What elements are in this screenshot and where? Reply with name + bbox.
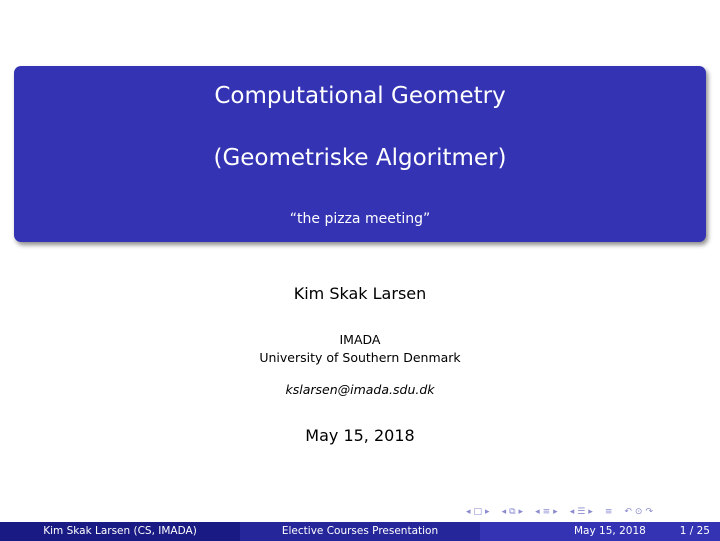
frame-prev-icon[interactable]: ◂: [466, 507, 471, 517]
footer-title: Elective Courses Presentation: [240, 522, 480, 541]
redo-icon[interactable]: ↷: [645, 507, 654, 517]
subtitle: “the pizza meeting”: [289, 211, 431, 227]
search-icon[interactable]: ⊙: [634, 507, 643, 517]
institute-name: IMADA: [339, 332, 381, 347]
footer-date: May 15, 2018: [574, 525, 646, 537]
author: Kim Skak Larsen: [293, 284, 427, 303]
document-next-icon[interactable]: ▸: [588, 507, 593, 517]
subsection-icon[interactable]: ⧉: [509, 507, 516, 517]
title-block: [14, 66, 706, 242]
document-icon[interactable]: ☰: [577, 507, 586, 517]
footer-page-number: 1 / 25: [679, 525, 710, 537]
title-line-1: Computational Geometry: [214, 83, 506, 109]
footer-author: Kim Skak Larsen (CS, IMADA): [0, 522, 240, 541]
subsection-next-icon[interactable]: ▸: [518, 507, 524, 517]
beamer-navigation: [466, 505, 702, 519]
undo-icon[interactable]: ↶: [624, 507, 632, 517]
footer-bar: [0, 522, 720, 541]
frame-icon[interactable]: □: [473, 507, 483, 517]
frame-next-icon[interactable]: ▸: [485, 507, 490, 517]
document-prev-icon[interactable]: ◂: [569, 507, 575, 517]
institute-university: University of Southern Denmark: [259, 350, 461, 365]
section-prev-icon[interactable]: ◂: [535, 507, 540, 517]
section-icon[interactable]: ≡: [542, 507, 551, 517]
subsection-prev-icon[interactable]: ◂: [501, 507, 507, 517]
section-next-icon[interactable]: ▸: [553, 507, 558, 517]
author-email: kslarsen@imada.sdu.dk: [285, 382, 435, 397]
presentation-date: May 15, 2018: [305, 426, 415, 445]
title-line-2: (Geometriske Algoritmer): [213, 145, 507, 171]
footer-info: [480, 522, 720, 541]
align-icon[interactable]: ≡: [604, 507, 613, 517]
